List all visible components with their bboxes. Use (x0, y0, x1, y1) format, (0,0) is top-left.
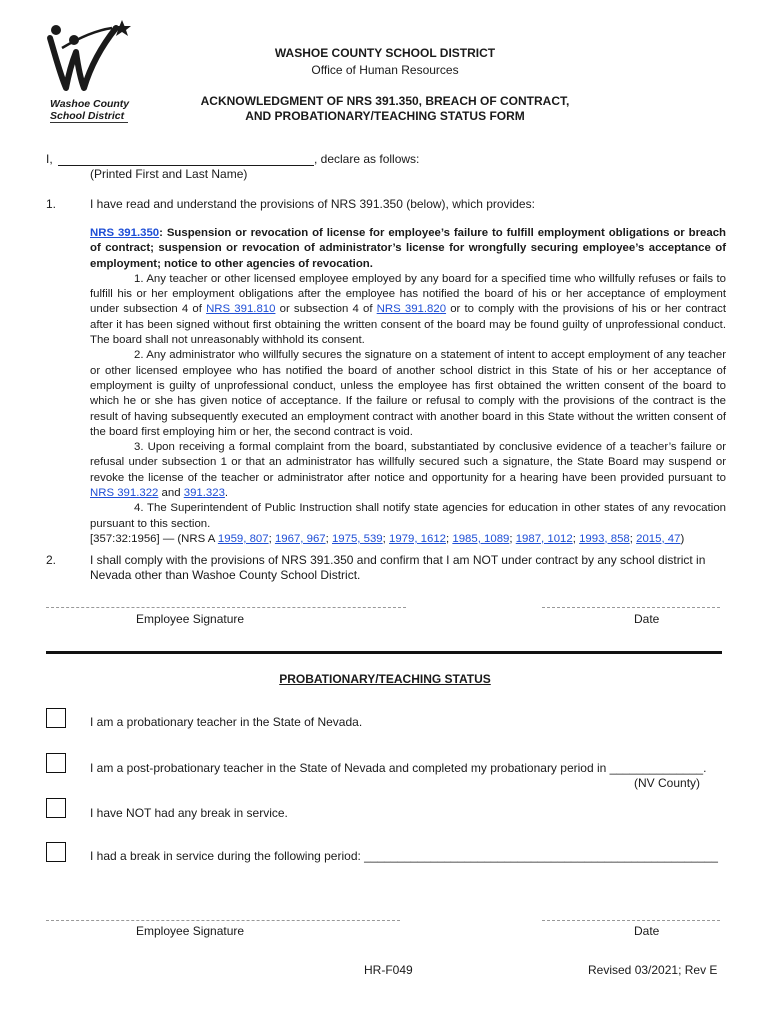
district-logo (36, 18, 132, 126)
logo-underline (50, 122, 128, 123)
link-nrs-391-323[interactable]: 391.323 (183, 487, 225, 500)
statute-paragraph-2: 2. Any administrator who willfully secures the signature on a statement of intent to accept employment of any teacher or other licensed employee who has notified the board of another school district in this State of his or her acceptance of employment is guilty of unprofessional conduct, unless the employee has first obtained the written consent of the board to which he or she has given notice of acceptance. If the failure or refusal to comply with the provisions of the contract is the result of having subsequently executed an employment contract with another board in this State without the written consent of the board first employing him or her, the second contract is void. (90, 349, 726, 438)
employee-signature-label-2: Employee Signature (136, 924, 245, 938)
statute-heading-text: : Suspension or revocation of license for employee’s failure to fulfill employment obligations or breach of contract; suspension or revocation of administrator’s license for wrongfully securing employee’s acceptance of employment; notice to other agencies of revocation. (90, 227, 726, 270)
history-separator: ; (446, 532, 453, 545)
revision-info: Revised 03/2021; Rev E (588, 963, 718, 977)
statute-paragraph-3: 3. Upon receiving a formal complaint from the board, substantiated by conclusive evidence of a teacher’s failure or refusal under subsection 1 or that an administrator has willfully secured such a signature, the State Board may suspend or revoke the license of the teacher or administrator after notice and opportunity for a hearing have been provided pursuant to NRS 391.322 and 391.323. (90, 441, 726, 500)
employee-signature-line-2[interactable] (46, 920, 400, 921)
probationary-heading: PROBATIONARY/TEACHING STATUS (279, 672, 491, 686)
link-nrs-391-820[interactable]: NRS 391.820 (376, 303, 447, 316)
history-separator: ; (268, 532, 275, 545)
history-link[interactable]: 1985, 1089 (452, 532, 510, 545)
date-label-2: Date (634, 924, 660, 938)
link-nrs-391-810[interactable]: NRS 391.810 (206, 303, 276, 316)
printed-name-caption: (Printed First and Last Name) (90, 167, 248, 181)
employee-signature-line-1[interactable] (46, 607, 406, 608)
date-line-1[interactable] (542, 607, 720, 608)
nv-county-caption: (NV County) (634, 776, 701, 790)
history-separator: ; (325, 532, 332, 545)
office-name: Office of Human Resources (311, 63, 459, 77)
history-link[interactable]: 1993, 858 (579, 532, 630, 545)
history-link[interactable]: 2015, 47 (636, 532, 681, 545)
history-link[interactable]: 1987, 1012 (515, 532, 573, 545)
history-separator: ; (509, 532, 516, 545)
history-link[interactable]: 1967, 967 (274, 532, 326, 545)
history-separator: ; (572, 532, 580, 545)
history-separator: ; (629, 532, 637, 545)
district-name: WASHOE COUNTY SCHOOL DISTRICT (274, 46, 496, 60)
statute-history: [357:32:1956] — (NRS A 1959, 807; 1967, 967; 1975, 539; 1979, 1612; 1985, 1089; 1987, 1012; 1993, 858; 2015, 47) (90, 532, 685, 545)
statute-text (90, 226, 726, 547)
probationary-option-4: I had a break in service during the following period: _____________________________________________________ (90, 849, 718, 863)
statute-link-nrs-391-350[interactable]: NRS 391.350 (90, 227, 160, 239)
history-link[interactable]: 1959, 807 (217, 532, 269, 545)
item-2-number: 2. (46, 553, 57, 567)
declaration-prefix: I, (46, 152, 53, 166)
item-2-text: I shall comply with the provisions of NRS 391.350 and confirm that I am NOT under contract by any school district in Nevada other than Washoe County School District. (90, 553, 706, 582)
probationary-option-3: I have NOT had any break in service. (90, 806, 288, 820)
logo-text (50, 98, 130, 122)
statute-heading (90, 226, 726, 272)
form-title-line-2: AND PROBATIONARY/TEACHING STATUS FORM (245, 109, 525, 123)
post-probationary-checkbox[interactable] (46, 753, 66, 773)
form-title-line-1: ACKNOWLEDGMENT OF NRS 391.350, BREACH OF CONTRACT, (200, 94, 570, 108)
history-separator: ; (382, 532, 389, 545)
date-line-2[interactable] (542, 920, 720, 921)
logo-line-1: Washoe County (50, 98, 130, 110)
history-link[interactable]: 1975, 539 (331, 532, 383, 545)
no-break-checkbox[interactable] (46, 798, 66, 818)
statute-paragraph-1: 1. Any teacher or other licensed employee employed by any board for a specified time who willfully refuses or fails to fulfill his or her employment obligations after the employee has notified the board of his or her acceptance of employment under subsection 4 of NRS 391.810 or subsection 4 of NRS 391.820 or to comply with the provisions of his or her contract after it has been signed without first obtaining the written consent of the board may be found guilty of unprofessional conduct. The board shall not unreasonably withhold its consent. (90, 272, 727, 347)
history-link[interactable]: 1979, 1612 (389, 532, 447, 545)
item-1-text: I have read and understand the provisions of NRS 391.350 (below), which provides: (90, 197, 535, 211)
item-1-number: 1. (46, 197, 57, 211)
employee-signature-label-1: Employee Signature (136, 612, 245, 626)
probationary-option-1: I am a probationary teacher in the State of Nevada. (90, 715, 363, 729)
history-links (218, 533, 681, 545)
logo-line-2: School District (50, 110, 125, 122)
link-nrs-391-322[interactable]: NRS 391.322 (90, 487, 159, 500)
probationary-option-2: I am a post-probationary teacher in the State of Nevada and completed my probationary period in ______________. (90, 761, 707, 775)
date-label-1: Date (634, 612, 660, 626)
probationary-checkbox[interactable] (46, 708, 66, 728)
form-number: HR-F049 (364, 963, 413, 977)
logo-figures-icon (42, 18, 132, 98)
break-in-service-checkbox[interactable] (46, 842, 66, 862)
printed-name-field[interactable] (58, 165, 314, 166)
statute-paragraph-4: 4. The Superintendent of Public Instruction shall notify state agencies for education in other states of any revocation pursuant to this section. (90, 502, 726, 530)
section-divider (46, 651, 722, 654)
declaration-suffix: , declare as follows: (314, 152, 420, 166)
